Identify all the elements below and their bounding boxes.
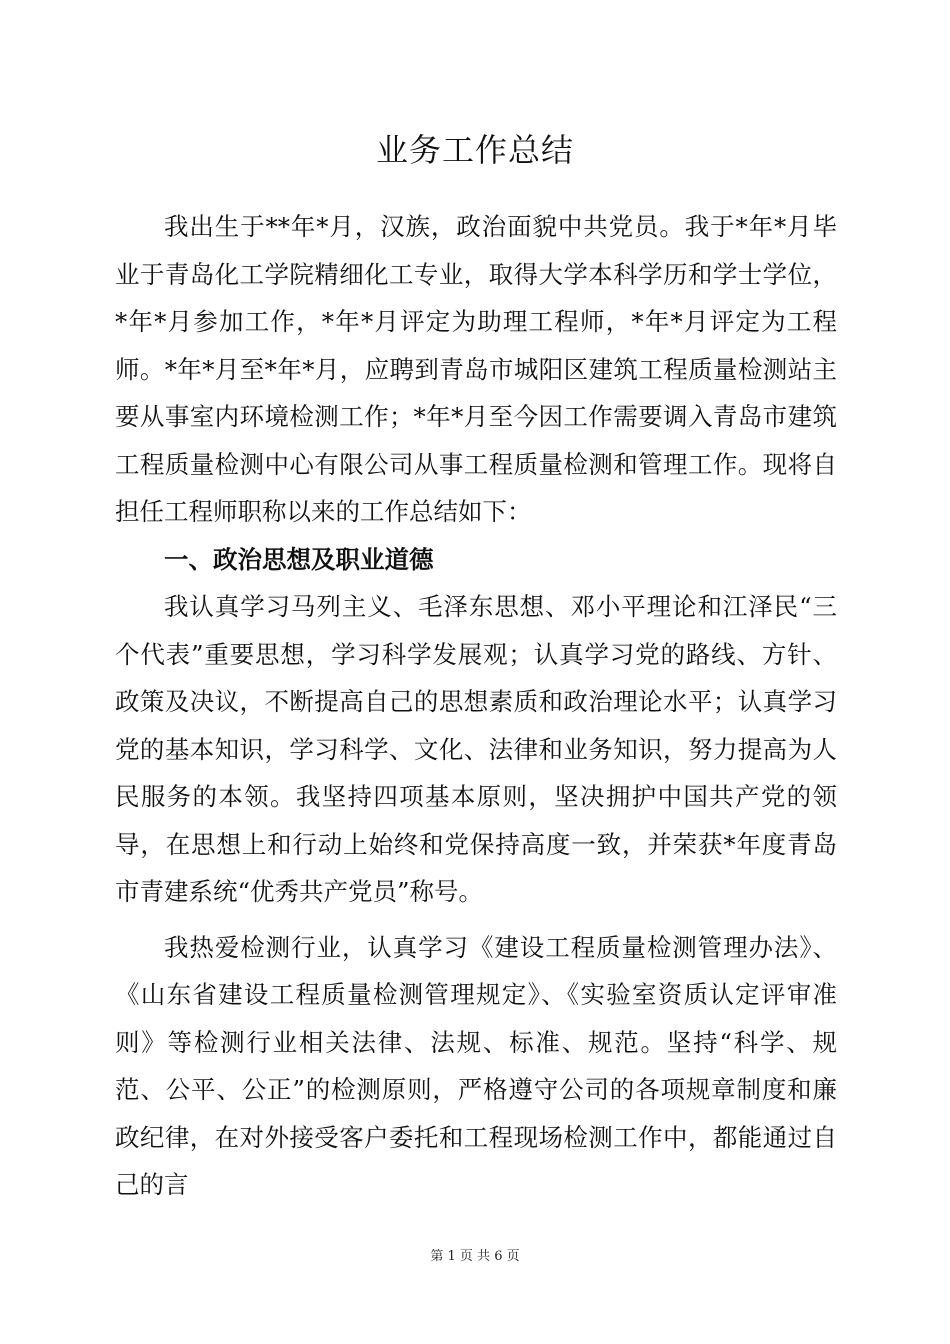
- page-footer: 第 1 页 共 6 页: [430, 1249, 520, 1264]
- document-body: [115, 203, 837, 1209]
- section-heading: 一、政治思想及职业道德: [164, 544, 434, 574]
- paragraph-political: 我认真学习马列主义、毛泽东思想、邓小平理论和江泽民“三个代表”重要思想，学习科学发展观；认真学习党的路线、方针、政策及决议，不断提高自己的思想素质和政治理论水平；认真学习党的基本知识，学习科学、文化、法律和业务知识，努力提高为人民服务的本领。我坚持四项基本原则，坚决拥护中国共产党的领导，在思想上和行动上始终和党保持高度一致，并荣获*年度青岛市青建系统“优秀共产党员”称号。: [115, 592, 837, 906]
- paragraph-ethics: 我热爱检测行业，认真学习《建设工程质量检测管理办法》、《山东省建设工程质量检测管理规定》、《实验室资质认定评审准则》等检测行业相关法律、法规、标准、规范。坚持“科学、规范、公平、公正”的检测原则，严格遵守公司的各项规章制度和廉政纪律，在对外接受客户委托和工程现场检测工作中，都能通过自己的言: [115, 932, 837, 1199]
- paragraph-gap: [115, 916, 837, 924]
- paragraph-intro: 我出生于**年*月，汉族，政治面貌中共党员。我于*年*月毕业于青岛化工学院精细化工专业，取得大学本科学历和学士学位，*年*月参加工作，*年*月评定为助理工程师，*年*月评定为工程师。*年*月至*年*月，应聘到青岛市城阳区建筑工程质量检测站主要从事室内环境检测工作；*年*月至今因工作需要调入青岛市建筑工程质量检测中心有限公司从事工程质量检测和管理工作。现将自担任工程师职称以来的工作总结如下：: [115, 212, 837, 526]
- document-title: 业务工作总结: [375, 131, 574, 169]
